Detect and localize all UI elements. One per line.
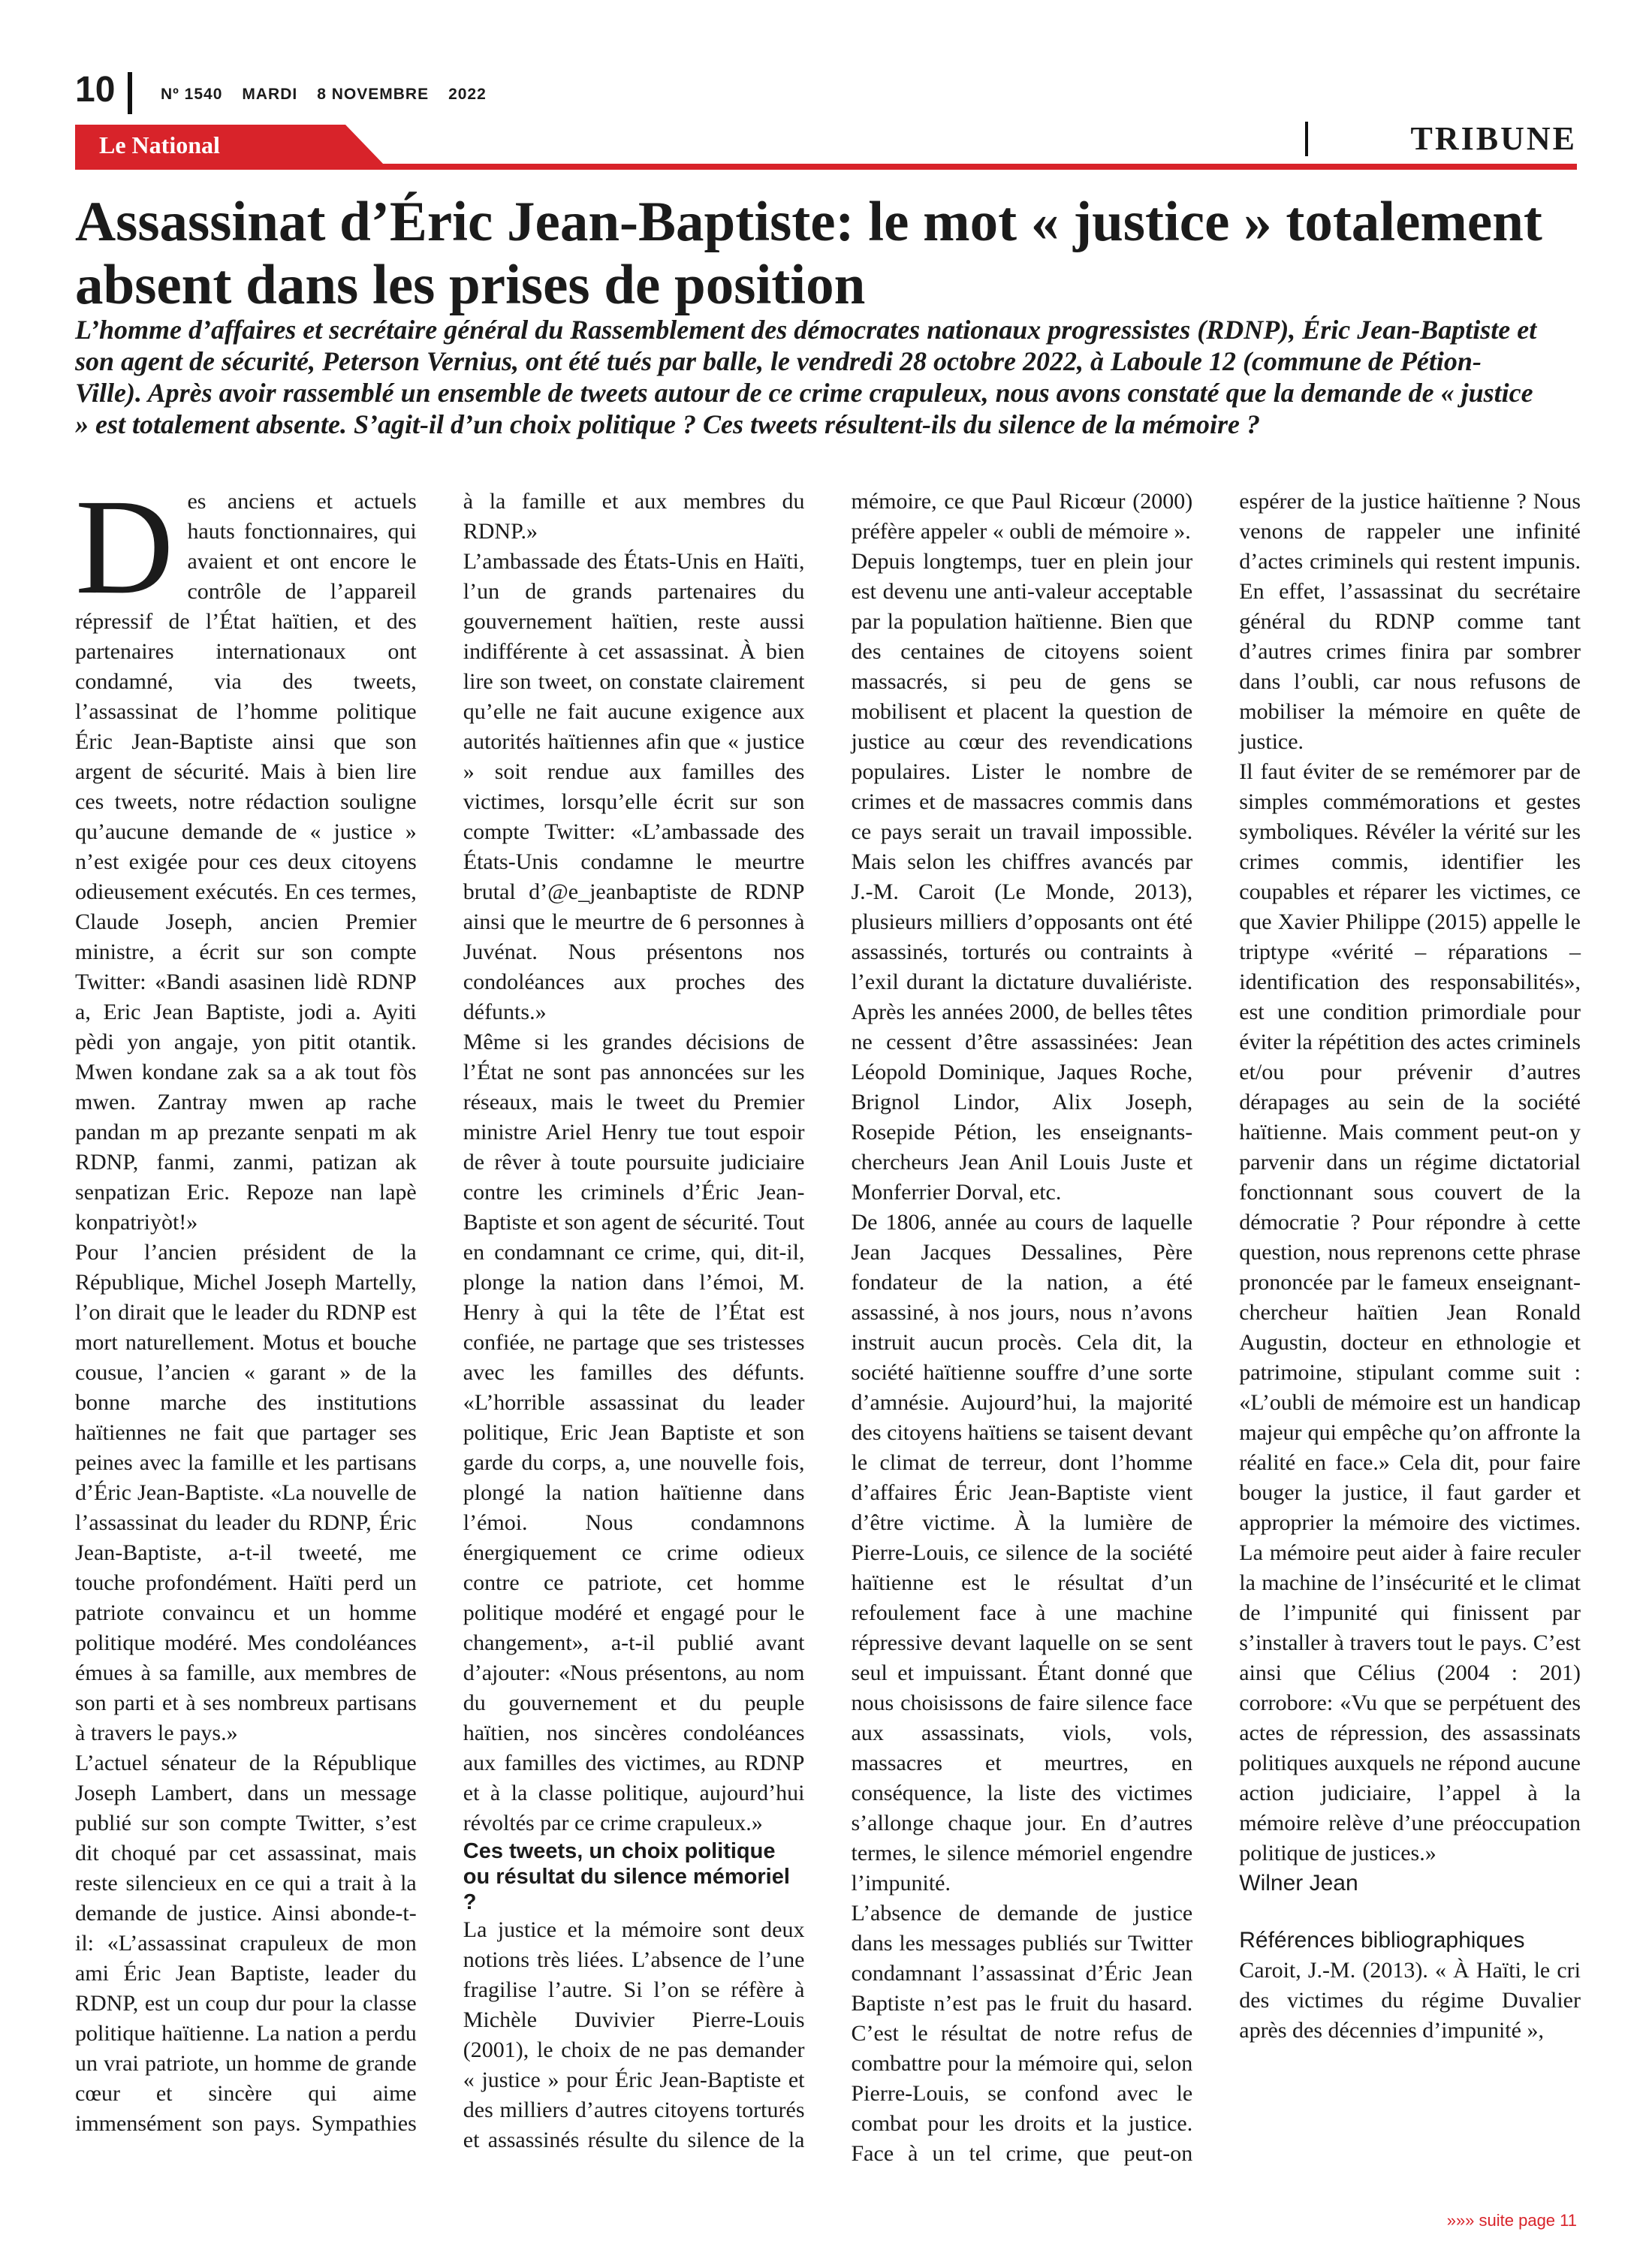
paragraph-8: De 1806, année au cours de laquelle Jean Jacques Dessalines, Père fondateur de la nation, a été assassiné, à nos jours, nous n’avons instruit aucun procès. Cela dit, la société haïtienne souffre d’une sorte d’amnésie. Aujourd’hui, la majorité des citoyens haïtiens se taisent devant le climat de terreur, dont l’homme d’affaires Éric Jean-Baptiste vient d’être victime. À la lumière de Pierre-Louis, ce silence de la société haïtienne est le résultat d’un refoulement face à une machine répressive devant laquelle on se sent seul et impuissant. Étant donné que nous choisissons de faire silence face aux assassinats, viols, vols, massacres et meurtres, en conséquence, la liste des victimes s’allonge chaque jour. En d’autres termes, le silence mémoriel engendre l’impunité. <box>851 1210 1193 1896</box>
paragraph-1-text: es anciens et actuels hauts fonctionnaires, qui avaient et ont encore le contrôle de l’appareil répressif de l’État haïtien, et des partenaires internationaux ont condamné, via des tweets, l’assassinat de l’homme politique Éric Jean-Baptiste ainsi que son argent de sécurité. Mais à bien lire ces tweets, notre rédaction souligne qu’aucune demande de « justice » n’est exigée pour ces deux citoyens odieusement exécutés. En ces termes, Claude Joseph, ancien Premier ministre, a écrit sur son compte Twitter: «Bandi asasinen lidè RDNP a, Eric Jean Baptiste, jodi a. Ayiti pèdi yon angaje, yon pitit otantik. Mwen kondane zak sa a ak tout fòs mwen. Zantray mwen ap rache pandan m ap prezante senpati m ak RDNP, fanmi, zanmi, patizan ak senpatizan Eric. Repoze nan lapè konpatriyòt!» <box>75 489 417 1235</box>
issue-day: MARDI <box>242 86 298 103</box>
reference-entry: Caroit, J.-M. (2013). « À Haïti, le cri des victimes du régime Duvalier après des décennies d’impunité », <box>1239 1958 1581 2043</box>
paragraph-7: Depuis longtemps, tuer en plein jour est devenu une anti-valeur acceptable par la population haïtienne. Bien que des centaines de citoyens soient massacrés, si peu de gens se mobilisent et placent la question de justice au cœur des revendications populaires. Lister le nombre de crimes et de massacres commis dans ce pays serait un travail impossible. Mais selon les chiffres avancés par J.-M. Caroit (Le Monde, 2013), plusieurs milliers d’opposants ont été assassinés, torturés ou contraints à l’exil durant la dictature duvaliériste. Après les années 2000, de belles têtes ne cessent d’être assassinées: Jean Léopold Dominique, Jaques Roche, Brignol Lindor, Alix Joseph, Rosepide Pétion, les enseignants-chercheurs Jean Anil Louis Juste et Monferrier Dorval, etc. <box>851 549 1193 1205</box>
issue-number: Nº 1540 <box>161 86 223 103</box>
author-signature: Wilner Jean <box>1239 1871 1358 1896</box>
page-number: 10 <box>75 70 116 110</box>
paragraph-5: Même si les grandes décisions de l’État ne sont pas annoncées sur les réseaux, mais le tweet du Premier ministre Ariel Henry tue tout espoir de rêver à toute poursuite judiciaire contre les criminels d’Éric Jean-Baptiste et son agent de sécurité. Tout en condamnant ce crime, qui, dit-il, plonge la nation dans l’émoi, M. Henry à qui la tête de l’État est confiée, ne partage que ses tristesses avec les familles des défunts. «L’horrible assassinat du leader politique, Eric Jean Baptiste et son garde du corps, a, une nouvelle fois, plongé la nation haïtienne dans l’émoi. Nous condamnons énergiquement ce crime odieux contre ce patriote, cet homme politique modéré et engagé pour le changement», a-t-il publié avant d’ajouter: «Nous présentons, au nom du gouvernement et du peuple haïtien, nos sincères condoléances aux familles des victimes, au RDNP et à la classe politique, aujourd’hui révoltés par ce crime crapuleux.» <box>463 1030 805 1835</box>
paragraph-1 <box>75 472 417 1238</box>
brand-logo: Le National <box>99 131 220 158</box>
headline: Assassinat d’Éric Jean-Baptiste: le mot « justice » totalement absent dans les prises de position <box>75 191 1542 316</box>
paragraph-6: La justice et la mémoire sont deux notions très liées. L’absence de l’une fragilise l’autre. Si l’on se réfère à Michèle Duvivier Pierre-Louis (2001), le choix de ne pas demander « justice » pour Éric Jean-Baptiste et des milliers d’autres citoyens torturés et assassinés résulte du silence de la mémoire, ce que Paul Ricœur (2000) préfère appeler « oubli de mémoire ». <box>463 489 1193 2152</box>
paragraph-2: Pour l’ancien président de la République, Michel Joseph Martelly, l’on dirait que le leader du RDNP est mort naturellement. Motus et bouche cousue, l’ancien « garant » de la bonne marche des institutions haïtiennes ne fait que partager ses peines avec la famille et les partisans d’Éric Jean-Baptiste. «La nouvelle de l’assassinat du leader du RDNP, Éric Jean-Baptiste, a-t-il tweeté, me touche profondément. Haïti perd un patriote convaincu et un homme politique modéré. Mes condoléances émues à sa famille, aux membres de son parti et à ses nombreux partisans à travers le pays.» <box>75 1240 417 1745</box>
drop-cap: D <box>75 472 174 623</box>
paragraph-3: L’actuel sénateur de la République Joseph Lambert, dans un message publié sur son compte Twitter, s’est dit choqué par cet assassinat, mais reste silencieux en ce qui a trait à la demande de justice. Ainsi abonde-t-il: «L’assassinat crapuleux de mon ami Éric Jean Baptiste, leader du RDNP, est un coup dur pour la classe politique haïtienne. La nation a perdu un vrai patriote, un homme de grande cœur et sincère qui aime immensément son pays. Sympathies à la famille et aux membres du RDNP.» <box>75 489 805 2136</box>
issue-info <box>161 86 506 104</box>
article-body <box>75 472 1581 2173</box>
issue-year: 2022 <box>448 86 487 103</box>
header-rule <box>75 164 1577 170</box>
section-label: TRIBUNE <box>1410 120 1577 157</box>
lead-paragraph: L’homme d’affaires et secrétaire général du Rassemblement des démocrates nationaux progressistes (RDNP), Éric Jean-Baptiste et son agent de sécurité, Peterson Vernius, ont été tués par balle, le vendredi 28 octobre 2022, à Laboule 12 (commune de Pétion-Ville). Après avoir rassemblé un ensemble de tweets autour de ce crime crapuleux, nous avons constaté que la demande de « justice » est totalement absente. S’agit-il d’un choix politique ? Ces tweets résultent-ils du silence de la mémoire ? <box>75 315 1537 439</box>
paragraph-4: L’ambassade des États-Unis en Haïti, l’un de grands partenaires du gouvernement haïtien, reste aussi indifférente à cet assassinat. À bien lire son tweet, on constate clairement qu’elle ne fait aucune exigence aux autorités haïtiennes afin que « justice » soit rendue aux familles des victimes, lorsqu’elle écrit sur son compte Twitter: «L’ambassade des États-Unis condamne le meurtre brutal d’@e_jeanbaptiste de RDNP ainsi que le meurtre de 6 personnes à Juvénat. Nous présentons nos condoléances aux proches des défunts.» <box>463 549 805 1024</box>
paragraph-9: L’absence de demande de justice dans les messages publiés sur Twitter condamnant l’assassinat d’Éric Jean Baptiste n’est pas le fruit du hasard. C’est le résultat de notre refus de combattre pour la mémoire qui, selon Pierre-Louis, se confond avec le combat pour les droits et la justice. Face à un tel crime, que peut-on espérer de la justice haïtienne ? Nous venons de rappeler une infinité d’actes criminels qui restent impunis. En effet, l’assassinat du secrétaire général du RDNP comme tant d’autres crimes finira par sombrer dans l’oubli, car nous refusons de mobiliser la mémoire en quête de justice. <box>851 489 1581 2166</box>
issue-date: 8 NOVEMBRE <box>317 86 430 103</box>
section-divider <box>1305 122 1308 156</box>
header-divider <box>128 72 132 114</box>
paragraph-10: Il faut éviter de se remémorer par de simples commémorations et gestes symboliques. Révéler la vérité sur les crimes commis, identifier les coupables et réparer les victimes, ce que Xavier Philippe (2015) appelle le triptype «vérité – réparations – identification des responsabilités», est une condition primordiale pour éviter la répétition des actes criminels et/ou pour prévenir d’autres dérapages au sein de la société haïtienne. Mais comment peut-on y parvenir dans un régime dictatorial fonctionnant sous couvert de la démocratie ? Pour répondre à cette question, nous reprenons cette phrase prononcée par le fameux enseignant-chercheur haïtien Jean Ronald Augustin, docteur en ethnologie et patrimoine, stipulant comme suit : «L’oubli de mémoire est un handicap majeur qui empêche qu’on affronte la réalité en face.» Cela dit, pour faire bouger la justice, il faut garder et approprier la mémoire des victimes. La mémoire peut aider à faire reculer la machine de l’insécurité et le climat de l’impunité qui finissent par s’installer à travers tout le pays. C’est ainsi que Célius (2004 : 201) corrobore: «Vu que se perpétuent des actes de répression, des assassinats politiques auxquels ne répond aucune action judiciaire, l’appel à la mémoire relève d’une préoccupation politique de justices.» <box>1239 759 1581 1865</box>
continued-link[interactable]: »»» suite page 11 <box>1446 2211 1577 2230</box>
subheading: Ces tweets, un choix politique ou résultat du silence mémoriel ? <box>463 1839 790 1914</box>
references-title: Références bibliographiques <box>1239 1928 1525 1953</box>
